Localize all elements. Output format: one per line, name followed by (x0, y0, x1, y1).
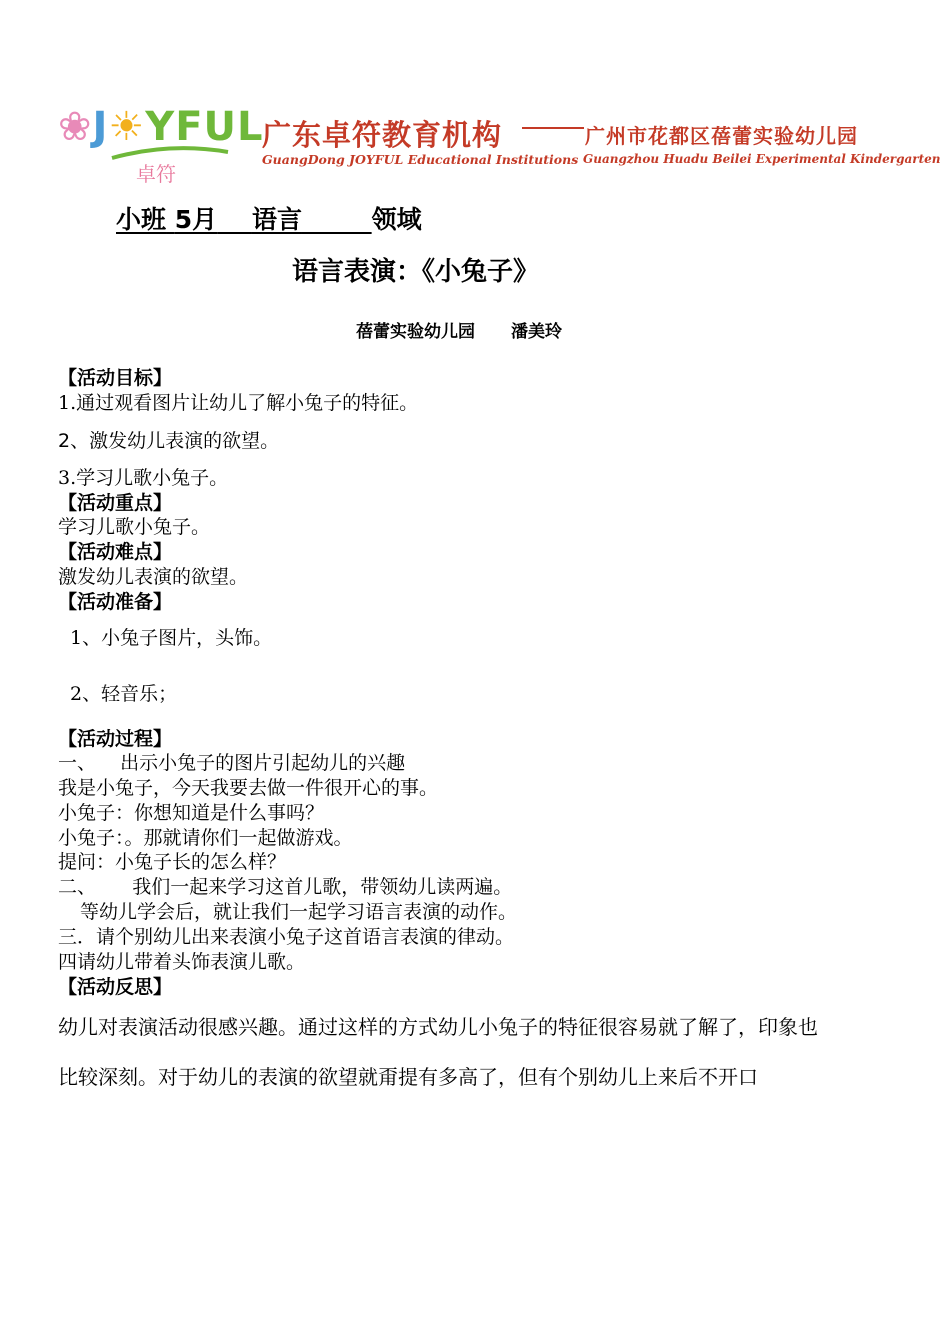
section-title-preparation: 【活动准备】 (58, 591, 173, 613)
month-label: 5月 (174, 205, 218, 234)
reflection-line: 比较深刻。对于幼儿的表演的欲望就甭提有多高了，但有个别幼儿上来后不开口 (58, 1065, 758, 1089)
goal-item: 3.学习儿歌小兔子。 (58, 467, 229, 489)
domain-label: 领域 (371, 205, 422, 234)
reflection-line: 幼儿对表演活动很感兴趣。通过这样的方式幼儿小兔子的特征很容易就了解了，印象也 (58, 1015, 818, 1039)
logo-wordmark: ❀J☀YFUL (58, 104, 264, 150)
preparation-item: 1、小兔子图片，头饰。 (70, 627, 273, 649)
preparation-item: 2、轻音乐； (70, 683, 178, 705)
section-title-goals: 【活动目标】 (58, 367, 173, 389)
section-title-difficulty: 【活动难点】 (58, 541, 173, 563)
subject-label: 语言 (251, 205, 302, 234)
section-title-key-point: 【活动重点】 (58, 492, 173, 514)
section-title-reflection: 【活动反思】 (58, 976, 173, 998)
process-line: 等幼儿学会后，就让我们一起学习语言表演的动作。 (80, 901, 518, 923)
byline (356, 317, 562, 342)
difficulty-text: 激发幼儿表演的欲望。 (58, 566, 249, 588)
school-name: 广州市花都区蓓蕾实验幼儿园 (585, 124, 858, 148)
joyful-logo (58, 100, 264, 190)
process-line: 小兔子：你想知道是什么事吗？ (58, 802, 325, 824)
org-name-en: GuangDong JOYFUL Educational Institutions (262, 152, 579, 167)
process-line: 小兔子：。那就请你们一起做游戏。 (58, 827, 353, 849)
goal-item: 1.通过观看图片让幼儿了解小兔子的特征。 (58, 392, 419, 414)
school-name-en: Guangzhou Huadu Beilei Experimental Kindergarten (583, 152, 941, 166)
org-name: 广东卓符教育机构 (262, 118, 503, 152)
class-label: 小班 (116, 205, 167, 234)
section-title-process: 【活动过程】 (58, 728, 173, 750)
org-separator-dash (522, 127, 584, 129)
byline-author: 潘美玲 (511, 322, 562, 342)
process-line: 提问：小兔子长的怎么样？ (58, 851, 287, 873)
process-line: 二、 我们一起来学习这首儿歌，带领幼儿读两遍。 (58, 876, 513, 898)
key-point-text: 学习儿歌小兔子。 (58, 516, 211, 538)
logo-subtitle: 卓符 (136, 162, 176, 186)
process-line: 三．请个别幼儿出来表演小兔子这首语言表演的律动。 (58, 926, 515, 948)
class-subject-heading (116, 200, 422, 236)
process-line: 四请幼儿带着头饰表演儿歌。 (58, 951, 306, 973)
process-line: 我是小兔子，今天我要去做一件很开心的事。 (58, 777, 439, 799)
goal-item: 2、激发幼儿表演的欲望。 (58, 430, 280, 452)
byline-school: 蓓蕾实验幼儿园 (356, 322, 475, 342)
lesson-title: 语言表演：《小兔子》 (292, 257, 540, 287)
process-line: 一、 出示小兔子的图片引起幼儿的兴趣 (58, 752, 406, 774)
